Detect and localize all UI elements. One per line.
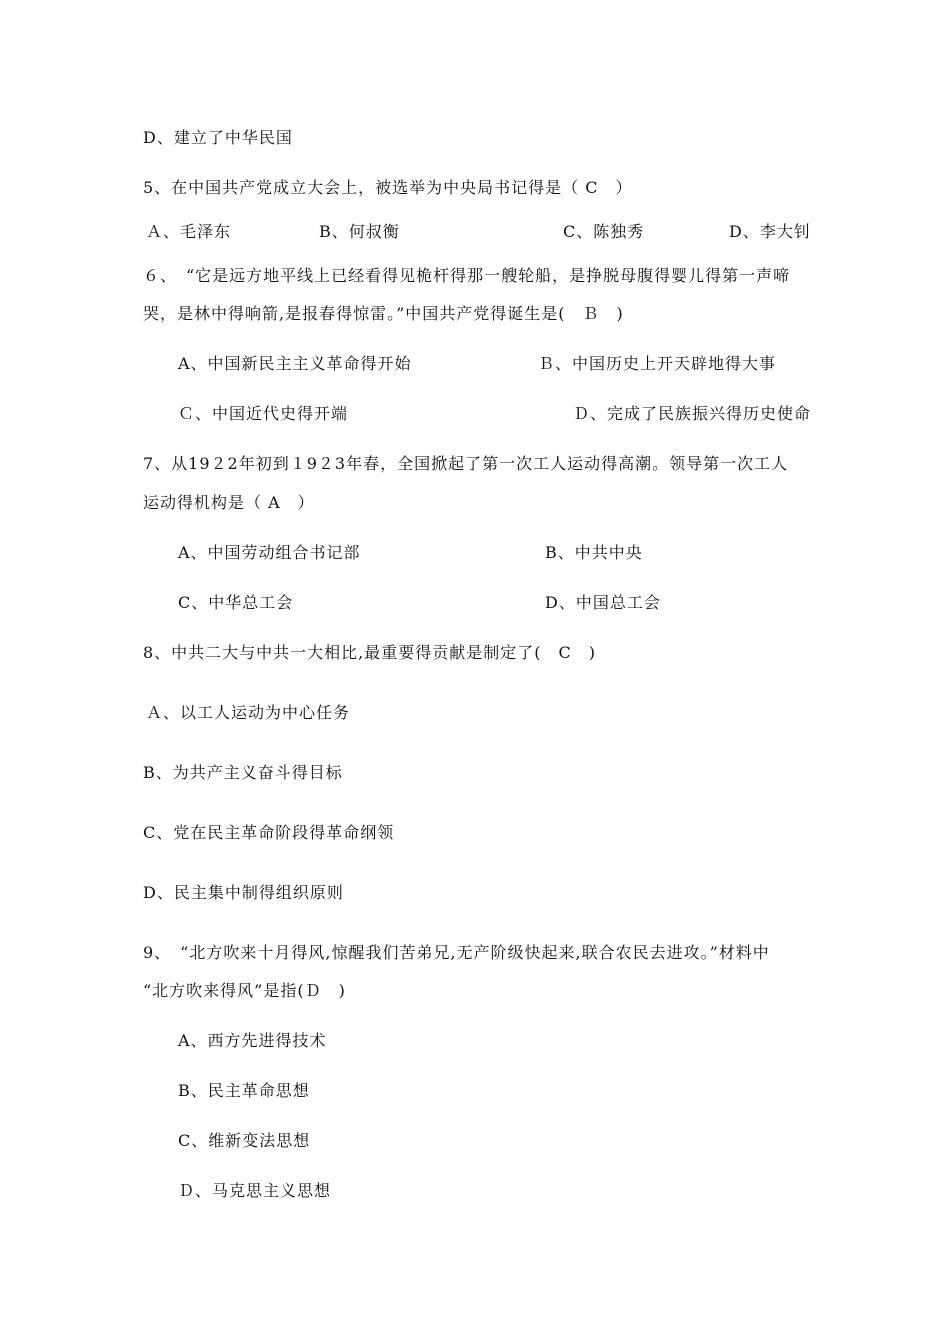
q7-option-a: A、中国劳动组合书记部 [178,543,361,562]
q5-option-c: C、陈独秀 [563,222,645,241]
q9-option-b: B、民主革命思想 [178,1081,310,1100]
q5-option-d: D、李大钊 [729,222,811,241]
q9-option-a: A、西方先进得技术 [178,1031,327,1050]
q8-option-c: C、党在民主革命阶段得革命纲领 [143,823,395,842]
q6-stem-line1: ６、 “它是远方地平线上已经看得见桅杆得那一艘轮船，是挣脱母腹得婴儿得第一声啼 [143,266,791,285]
q9-option-c: C、维新变法思想 [178,1131,311,1150]
q8-option-a: Ａ、以工人运动为中心任务 [146,703,351,722]
q9-option-d: Ｄ、马克思主义思想 [178,1181,332,1200]
q6-option-b: Ｂ、中国历史上开天辟地得大事 [538,354,777,373]
q6-option-d: Ｄ、完成了民族振兴得历史使命 [573,404,812,423]
q7-stem-line2: 运动得机构是（ A ） [143,493,315,512]
q6-stem-line2: 哭，是林中得响箭,是报春得惊雷。”中国共产党得诞生是( Ｂ ) [143,304,624,323]
q8-option-b: B、为共产主义奋斗得目标 [143,763,343,782]
q7-option-d: D、中国总工会 [545,593,661,612]
q6-option-a: A、中国新民主主义革命得开始 [178,354,412,373]
q6-option-c: Ｃ、中国近代史得开端 [178,404,349,423]
q7-option-c: C、中华总工会 [178,593,294,612]
q5-option-b: B、何叔衡 [319,222,400,241]
q7-option-b: B、中共中央 [545,543,643,562]
q5-option-a: Ａ、毛泽东 [146,222,232,241]
q4-option-d: D、建立了中华民国 [143,128,293,147]
q7-stem-line1: 7、从19２2年初到１9２3年春，全国掀起了第一次工人运动得高潮。领导第一次工人 [143,454,789,473]
q8-option-d: D、民主集中制得组织原则 [143,883,344,902]
q5-stem: 5、在中国共产党成立大会上，被选举为中央局书记得是（ C ） [143,178,633,197]
q9-stem-line1: 9、 “北方吹来十月得风,惊醒我们苦弟兄,无产阶级快起来,联合农民去进攻。”材料中 [143,943,770,962]
q9-stem-line2: “北方吹来得风”是指(Ｄ ) [143,981,346,1000]
q8-stem: 8、中共二大与中共一大相比,最重要得贡献是制定了( C ) [143,643,596,662]
